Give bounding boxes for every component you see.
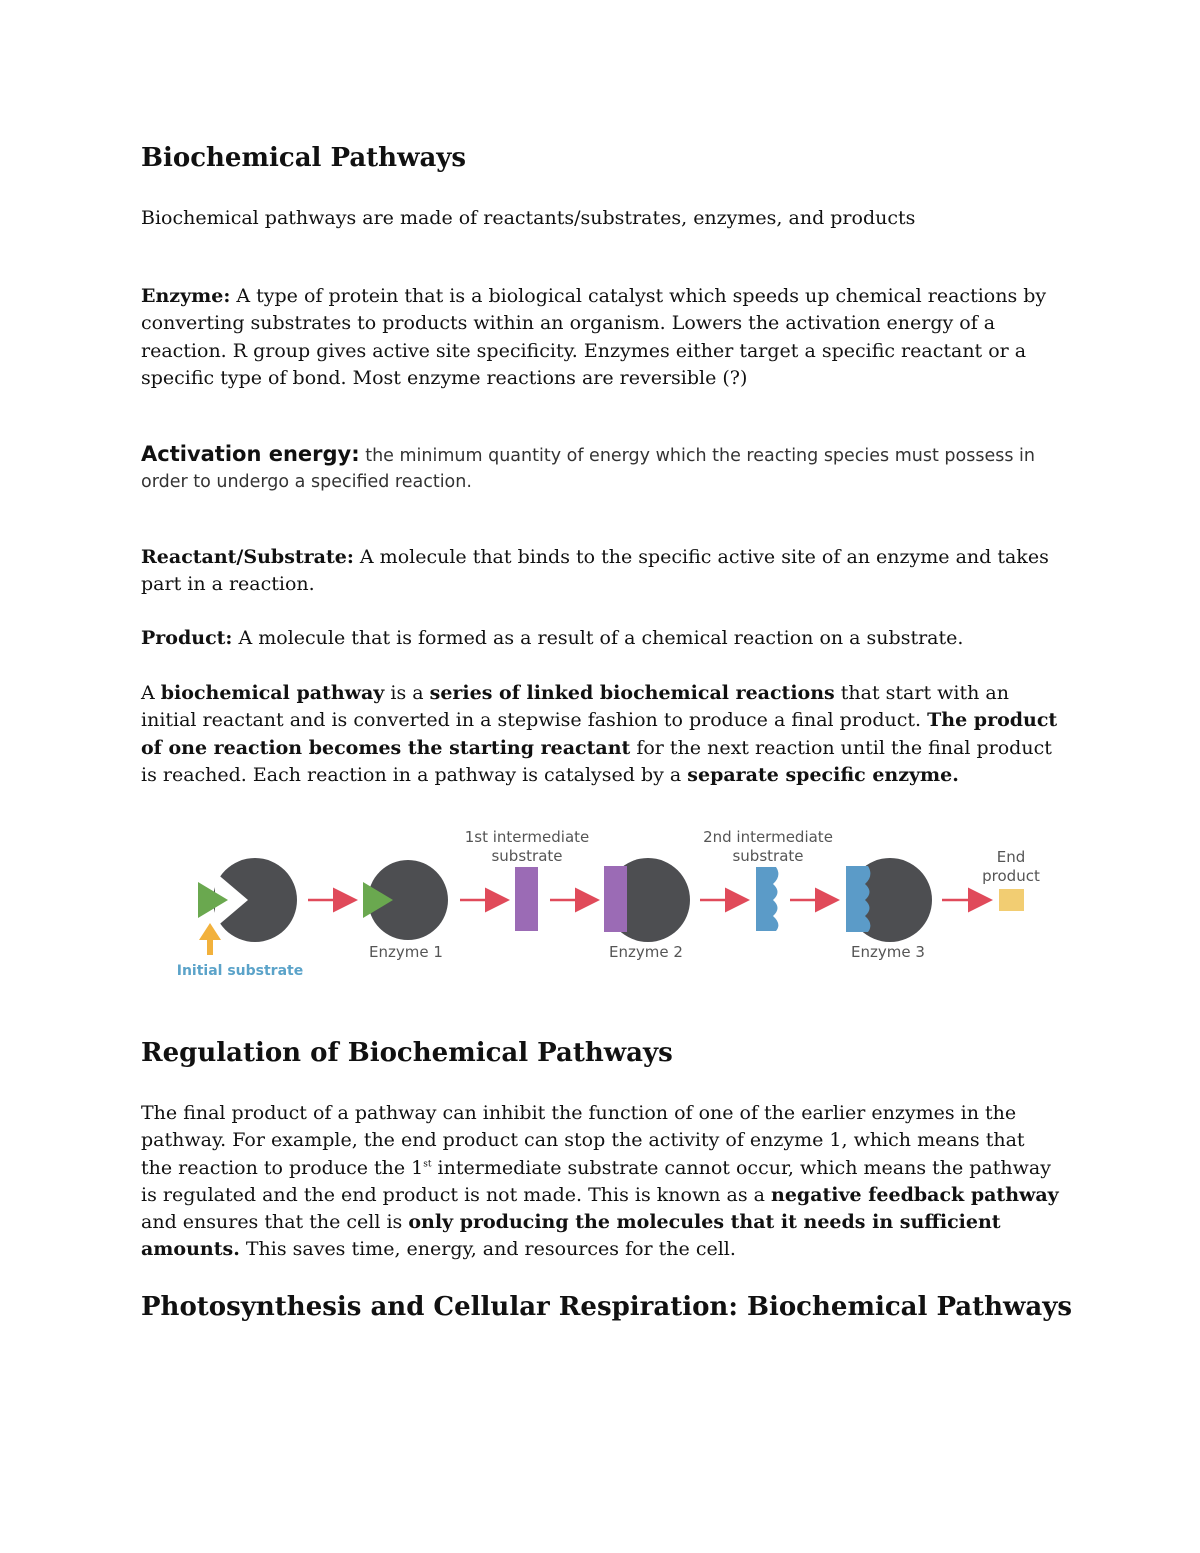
- regulation-heading: Regulation of Biochemical Pathways: [141, 1038, 673, 1068]
- reactant-text: A molecule that binds to the specific active site of an enzyme and takes part in a reaction.: [141, 546, 1049, 596]
- regulation-text-3: and ensures that the cell is: [141, 1211, 409, 1234]
- first-intermediate-label-2: substrate: [491, 847, 563, 865]
- pathway-text-3: that start with an initial reactant and is converted in a stepwise fashion to produce a final product.: [141, 682, 1009, 732]
- regulation-text-4: This saves time, energy, and resources for the cell.: [239, 1238, 736, 1261]
- pathway-bold-3: The product of one reaction becomes the starting reactant: [141, 709, 1058, 759]
- product-definition: [141, 625, 1061, 652]
- regulation-superscript: st: [423, 1159, 432, 1170]
- enzyme-3-label: Enzyme 3: [851, 943, 925, 961]
- reactant-definition: [141, 544, 1061, 599]
- regulation-text-2: intermediate substrate cannot occur, which means the pathway is regulated and the end product is not made. This is known as a: [141, 1156, 1051, 1206]
- activation-term: Activation energy:: [141, 442, 360, 466]
- enzyme-text: A type of protein that is a biological catalyst which speeds up chemical reactions by converting substrates to products within an organism. Lowers the activation energy of a reaction. R group gives active site specificity. Enzymes either target a specific reactant or a specific type of bond. Most enzyme reactions are reversible (?): [141, 285, 1047, 389]
- initial-substrate-arrow: [199, 923, 221, 955]
- enzyme-2-label: Enzyme 2: [609, 943, 683, 961]
- second-intermediate-shape: [756, 867, 778, 931]
- pathway-bold-4: separate specific enzyme.: [687, 763, 959, 786]
- enzyme-3: [846, 858, 932, 942]
- activation-text: the minimum quantity of energy which the reacting species must possess in order to undergo a specified reaction.: [141, 446, 1035, 492]
- enzyme-term: Enzyme:: [141, 285, 231, 307]
- page-title: Biochemical Pathways: [141, 143, 467, 173]
- enzyme-1: [363, 860, 448, 940]
- initial-substrate-label: Initial substrate: [176, 963, 304, 979]
- regulation-bold-1: negative feedback pathway: [771, 1183, 1059, 1206]
- end-product-label-1: End: [996, 848, 1026, 866]
- reactant-term: Reactant/Substrate:: [141, 546, 354, 568]
- pathway-bold-2: series of linked biochemical reactions: [429, 682, 835, 704]
- product-term: Product:: [141, 627, 233, 649]
- pathway-bold-1: biochemical pathway: [160, 682, 385, 704]
- first-intermediate-label-1: 1st intermediate: [464, 828, 590, 846]
- pathway-paragraph: [141, 680, 1061, 789]
- end-product-shape: [999, 889, 1024, 911]
- intro-paragraph: Biochemical pathways are made of reactants/substrates, enzymes, and products: [141, 207, 916, 229]
- second-intermediate-label-1: 2nd intermediate: [703, 828, 833, 846]
- pathway-text-4: for the next reaction until the final product is reached. Each reaction in a pathway is catalysed by a: [141, 736, 1052, 786]
- enzyme-2: [604, 858, 690, 942]
- regulation-text-1: The final product of a pathway can inhibit the function of one of the earlier enzymes in the pathway. For example, the end product can stop the activity of enzyme 1, which means that the reaction to produce the 1: [141, 1102, 1025, 1179]
- end-product-label-2: product: [982, 867, 1040, 885]
- enzyme-definition: [141, 283, 1061, 392]
- pathway-diagram: [170, 820, 1050, 990]
- regulation-paragraph: [141, 1100, 1061, 1264]
- first-intermediate-shape: [515, 867, 538, 931]
- product-text: A molecule that is formed as a result of a chemical reaction on a substrate.: [232, 627, 964, 649]
- pathway-text-1: A: [141, 682, 161, 704]
- enzyme-1-label: Enzyme 1: [369, 943, 443, 961]
- second-intermediate-label-2: substrate: [732, 847, 804, 865]
- regulation-bold-2: only producing the molecules that it needs in sufficient amounts.: [141, 1211, 1001, 1261]
- activation-energy-definition: [141, 442, 1061, 495]
- pathway-text-2: is a: [384, 682, 430, 704]
- photosynthesis-heading: Photosynthesis and Cellular Respiration: Biochemical Pathways: [141, 1292, 1073, 1322]
